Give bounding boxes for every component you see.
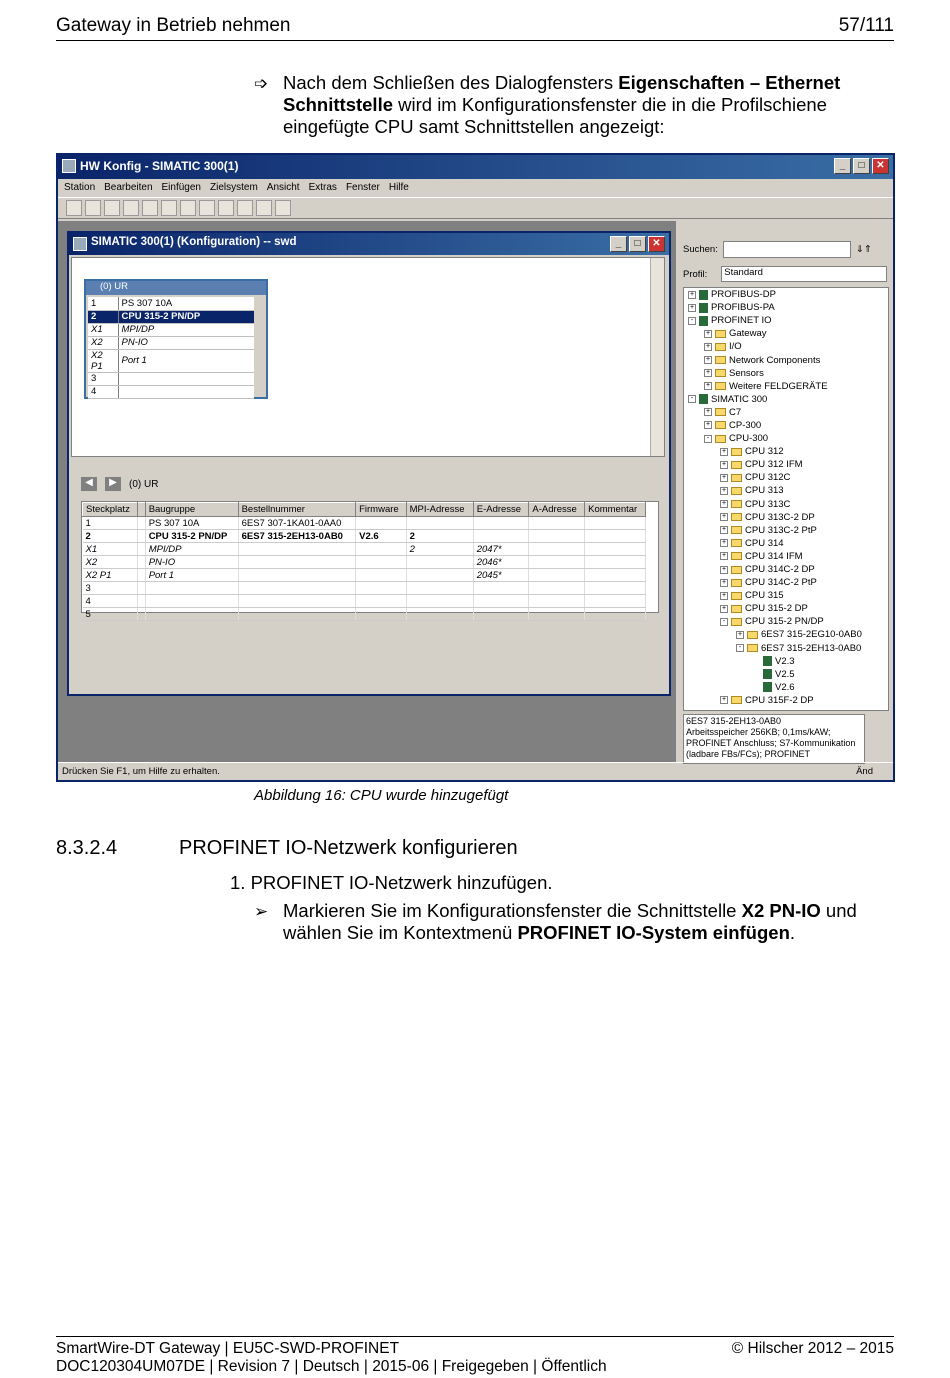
folder-icon: [715, 421, 726, 429]
folder-icon: [731, 487, 742, 495]
rack-row[interactable]: X1 MPI/DP: [88, 323, 254, 336]
tree-node[interactable]: + C7: [705, 406, 742, 418]
module-icon: [699, 290, 708, 300]
menu-item-3[interactable]: Zielsystem: [210, 182, 258, 193]
expand-icon[interactable]: +: [689, 303, 695, 311]
step-1: 1. PROFINET IO-Netzwerk hinzufügen.: [230, 872, 553, 893]
expand-icon[interactable]: +: [721, 604, 727, 612]
table-row[interactable]: 2 CPU 315-2 PN/DP 6ES7 315-2EH13-0AB0 V2.6 2: [83, 530, 646, 543]
expand-icon[interactable]: +: [705, 329, 711, 337]
minimize-button[interactable]: _: [834, 158, 851, 174]
menu-item-0[interactable]: Station: [64, 182, 96, 193]
folder-icon: [715, 408, 726, 416]
folder-icon: [731, 448, 742, 456]
upload-icon[interactable]: [218, 200, 234, 216]
column-header[interactable]: Bestellnummer: [238, 503, 356, 517]
folder-icon: [715, 435, 726, 443]
table-row[interactable]: X1 MPI/DP 2 2047*: [83, 543, 646, 556]
menu-item-4[interactable]: Ansicht: [266, 182, 300, 193]
module-table: [81, 501, 659, 620]
station-view: [71, 257, 665, 457]
search-input[interactable]: [723, 241, 851, 258]
station-icon: [73, 237, 87, 251]
catalog-panel: Suchen: ⇓⇑ Profil: Standard + PROFIBUS-DP + PROFIBUS-PA - PROFINET IO + Gateway + I/O + Network Components + Sensors + Weitere FELDGERÄTE - SIMATIC 300 + C7 + CP-300 - CPU-300 + CPU 312 + CPU 312 IFM + CPU 312C + CPU 313 + CPU 313C + CPU 313C-2 DP + CPU 313C-2 PtP + CPU 314 + CPU 314 IFM + CPU 314C-2 DP + CPU 314C-2 PtP + CPU 315 + CPU 315-2 DP - CPU 315-2 PN/DP + 6ES7 315-2EG10-0AB0 - 6ES7 315-2EH13-0AB0 V2.3 V2.5 V2.6 + CPU 315F-2 DP 6ES7 315-2EH13-0AB0 Arbeitsspeicher 256KB; 0,1ms/kAW; PROFINET Anschluss; S7-Kommunikation (ladbare FBs/FCs); PROFINET: [678, 221, 893, 763]
expand-icon[interactable]: +: [721, 552, 727, 560]
tree-node[interactable]: - CPU 315-2 PN/DP: [684, 615, 888, 628]
column-header[interactable]: [138, 503, 146, 517]
tree-node[interactable]: V2.5: [684, 668, 888, 681]
maximize-button[interactable]: □: [853, 158, 870, 174]
child-maximize-button[interactable]: □: [629, 236, 646, 252]
hw-konfig-screenshot: [56, 153, 895, 782]
app-icon: [62, 159, 76, 173]
menu-item-6[interactable]: Fenster: [345, 182, 380, 193]
menu-bar: [58, 179, 893, 197]
expand-icon[interactable]: +: [737, 630, 743, 638]
table-row[interactable]: X2 PN-IO 2046*: [83, 556, 646, 569]
open-icon[interactable]: [85, 200, 101, 216]
folder-icon: [715, 356, 726, 364]
config-window: [67, 231, 671, 696]
folder-icon: [731, 513, 742, 521]
folder-icon: [731, 526, 742, 534]
folder-icon: [731, 566, 742, 574]
expand-icon[interactable]: +: [705, 408, 711, 416]
expand-icon[interactable]: +: [721, 460, 727, 468]
expand-icon[interactable]: +: [689, 290, 695, 298]
expand-icon[interactable]: +: [721, 473, 727, 481]
tree-node[interactable]: + Network Components: [705, 354, 821, 366]
folder-icon: [715, 343, 726, 351]
header-title: Gateway in Betrieb nehmen: [56, 15, 291, 36]
netpro-icon[interactable]: [256, 200, 272, 216]
menu-item-2[interactable]: Einfügen: [161, 182, 201, 193]
main-title-bar: HW Konfig - SIMATIC 300(1) _ □ ✕: [58, 155, 893, 179]
vertical-scrollbar[interactable]: [650, 258, 664, 456]
expand-icon[interactable]: +: [705, 369, 711, 377]
column-header[interactable]: A-Adresse: [529, 503, 585, 517]
download-icon[interactable]: [199, 200, 215, 216]
table-row[interactable]: 4: [83, 595, 646, 608]
tree-node[interactable]: + CPU 313C: [721, 498, 791, 510]
menu-item-7[interactable]: Hilfe: [388, 182, 409, 193]
page-footer: SmartWire-DT Gateway | EU5C-SWD-PROFINET DOC120304UM07DE | Revision 7 | Deutsch | 2015-06 | Freigegeben | Öffentlich © Hilscher 2012 – 2015: [56, 1336, 894, 1376]
page-number: 57/111: [838, 15, 894, 36]
expand-icon[interactable]: +: [721, 578, 727, 586]
tree-node[interactable]: + CPU 315-2 DP: [721, 603, 808, 615]
tree-node[interactable]: + CPU 314: [721, 537, 784, 549]
instruction-paragraph: Markieren Sie im Konfigurationsfenster die Schnittstelle X2 PN-IO und wählen Sie im Kontextmenü PROFINET IO-System einfügen.: [283, 900, 857, 943]
expand-icon[interactable]: +: [721, 526, 727, 534]
tree-node[interactable]: + CPU 312 IFM: [721, 459, 803, 471]
module-info: 6ES7 315-2EH13-0AB0 Arbeitsspeicher 256KB; 0,1ms/kAW; PROFINET Anschluss; S7-Kommunikation (ladbare FBs/FCs); PROFINET: [683, 714, 865, 764]
status-bar: Drücken Sie F1, um Hilfe zu erhalten. Änd: [58, 762, 893, 780]
expand-icon[interactable]: +: [705, 356, 711, 364]
collapse-icon[interactable]: -: [736, 644, 744, 652]
tree-node[interactable]: + CPU 314C-2 DP: [721, 564, 815, 576]
tree-node[interactable]: + I/O: [705, 341, 742, 353]
tree-node[interactable]: + 6ES7 315-2EG10-0AB0: [737, 629, 862, 641]
detail-view: ◀ ▶ (0) UR Steckplatz Baugruppe Bestellnummer Firmware MPI-Adresse E-Adresse A-Adresse Kommentar 1 PS 307 10A 6ES7 307-1KA01-0AA0 2 CPU 315-2 PN/DP 6ES7 315-2EH13-0AB0 V2.6 2 X1 MPI/DP 2 2047* X2 PN-IO 2046* X2 P1 Port 1 2045* 3 4 5: [71, 465, 665, 693]
expand-icon[interactable]: +: [721, 486, 727, 494]
page-header: [56, 15, 894, 41]
table-row[interactable]: 3: [83, 582, 646, 595]
collapse-icon[interactable]: -: [688, 317, 696, 325]
tree-node[interactable]: + CPU 313C-2 PtP: [721, 524, 817, 536]
rack-row[interactable]: 1 PS 307 10A: [88, 297, 254, 310]
profile-select[interactable]: Standard: [721, 266, 887, 282]
tree-node[interactable]: V2.6: [684, 681, 888, 694]
rack[interactable]: (0) UR 1 PS 307 10A 2 CPU 315-2 PN/DP X1 MPI/DP X2 PN-IO X2 P1 Port 1 3 4: [84, 279, 268, 399]
column-header[interactable]: E-Adresse: [473, 503, 529, 517]
bullet-arrow-icon: ➢: [254, 902, 269, 921]
module-icon: [699, 316, 708, 326]
menu-item-5[interactable]: Extras: [308, 182, 337, 193]
column-header[interactable]: Kommentar: [585, 503, 646, 517]
collapse-icon[interactable]: -: [720, 618, 728, 626]
tree-node[interactable]: + CPU 315F-2 DP: [721, 694, 814, 706]
rack-row[interactable]: 2 CPU 315-2 PN/DP: [88, 310, 254, 323]
folder-icon: [715, 330, 726, 338]
expand-icon[interactable]: +: [721, 447, 727, 455]
expand-icon[interactable]: +: [705, 342, 711, 350]
module-icon: [763, 682, 772, 692]
expand-icon[interactable]: +: [705, 382, 711, 390]
folder-icon: [715, 382, 726, 390]
collapse-icon[interactable]: -: [688, 395, 696, 403]
folder-icon: [731, 605, 742, 613]
column-header[interactable]: Steckplatz: [83, 503, 138, 517]
folder-icon: [731, 474, 742, 482]
child-close-button[interactable]: ✕: [648, 236, 665, 252]
table-row[interactable]: X2 P1 Port 1 2045*: [83, 569, 646, 582]
tree-node[interactable]: - CPU-300: [684, 432, 888, 445]
intro-paragraph: Nach dem Schließen des Dialogfensters Eigenschaften – Ethernet Schnittstelle wird im Konfigurationsfenster die in die Profilschiene eingefügte CPU samt Schnittstellen angezeigt:: [283, 72, 841, 137]
catalog-tree: [683, 287, 889, 711]
expand-icon[interactable]: +: [705, 421, 711, 429]
tree-node[interactable]: - SIMATIC 300: [684, 393, 888, 406]
tree-node[interactable]: + Weitere FELDGERÄTE: [705, 380, 828, 392]
new-icon[interactable]: [66, 200, 82, 216]
collapse-icon[interactable]: -: [704, 435, 712, 443]
forward-arrow-icon[interactable]: ▶: [105, 477, 121, 491]
save-icon[interactable]: [104, 200, 120, 216]
module-icon: [763, 656, 772, 666]
table-row[interactable]: 5: [83, 608, 646, 621]
mdi-area: [58, 221, 676, 763]
column-header[interactable]: Firmware: [356, 503, 407, 517]
folder-icon: [731, 461, 742, 469]
table-row[interactable]: 1 PS 307 10A 6ES7 307-1KA01-0AA0: [83, 517, 646, 530]
tree-node[interactable]: + CPU 314 IFM: [721, 550, 803, 562]
folder-icon: [731, 618, 742, 626]
rack-row[interactable]: 4: [88, 385, 254, 398]
tree-node[interactable]: - PROFINET IO: [684, 314, 888, 327]
column-header[interactable]: MPI-Adresse: [406, 503, 473, 517]
rack-row[interactable]: X2 PN-IO: [88, 336, 254, 349]
back-arrow-icon[interactable]: ◀: [81, 477, 97, 491]
tree-node[interactable]: - 6ES7 315-2EH13-0AB0: [684, 642, 888, 655]
tree-node[interactable]: V2.3: [684, 655, 888, 668]
tree-node[interactable]: + CP-300: [705, 419, 762, 431]
tree-node[interactable]: + PROFIBUS-PA: [689, 302, 775, 314]
child-minimize-button[interactable]: _: [610, 236, 627, 252]
tree-node[interactable]: + CPU 313: [721, 485, 784, 497]
tree-node[interactable]: + CPU 312: [721, 446, 784, 458]
tree-node[interactable]: + PROFIBUS-DP: [689, 289, 776, 301]
expand-icon[interactable]: +: [721, 513, 727, 521]
config-title-bar: SIMATIC 300(1) (Konfiguration) -- swd _ □ ✕: [69, 233, 669, 255]
module-icon: [763, 669, 772, 679]
folder-icon: [731, 500, 742, 508]
folder-icon: [731, 696, 742, 704]
rack-row[interactable]: 3: [88, 372, 254, 385]
expand-icon[interactable]: +: [721, 539, 727, 547]
tree-node[interactable]: + CPU 312C: [721, 472, 791, 484]
expand-icon[interactable]: +: [721, 500, 727, 508]
expand-icon[interactable]: +: [721, 565, 727, 573]
tree-node[interactable]: + CPU 315: [721, 590, 784, 602]
section-heading: 8.3.2.4 PROFINET IO-Netzwerk konfigurieren: [56, 837, 518, 859]
rack-row[interactable]: X2 P1 Port 1: [88, 349, 254, 372]
column-header[interactable]: Baugruppe: [145, 503, 238, 517]
result-arrow-icon: ➩: [254, 74, 269, 93]
folder-icon: [715, 369, 726, 377]
tree-node[interactable]: + CPU 313C-2 DP: [721, 511, 815, 523]
menu-item-1[interactable]: Bearbeiten: [104, 182, 153, 193]
help-icon[interactable]: [275, 200, 291, 216]
tree-node[interactable]: + CPU 314C-2 PtP: [721, 577, 817, 589]
close-button[interactable]: ✕: [872, 158, 889, 174]
print-icon[interactable]: [142, 200, 158, 216]
module-icon: [699, 394, 708, 404]
copy-icon[interactable]: [161, 200, 177, 216]
folder-icon: [731, 579, 742, 587]
module-icon: [699, 303, 708, 313]
search-icon[interactable]: ⇓⇑: [855, 244, 872, 255]
tree-node[interactable]: + Sensors: [705, 367, 764, 379]
expand-icon[interactable]: +: [721, 591, 727, 599]
paste-icon[interactable]: [180, 200, 196, 216]
compile-icon[interactable]: [123, 200, 139, 216]
folder-icon: [731, 552, 742, 560]
folder-icon: [747, 631, 758, 639]
catalog-icon[interactable]: [237, 200, 253, 216]
toolbar: [58, 197, 893, 219]
folder-icon: [747, 644, 758, 652]
expand-icon[interactable]: +: [721, 696, 727, 704]
folder-icon: [731, 539, 742, 547]
tree-node[interactable]: + Gateway: [705, 328, 767, 340]
folder-icon: [731, 592, 742, 600]
figure-caption: Abbildung 16: CPU wurde hinzugefügt: [254, 787, 509, 804]
